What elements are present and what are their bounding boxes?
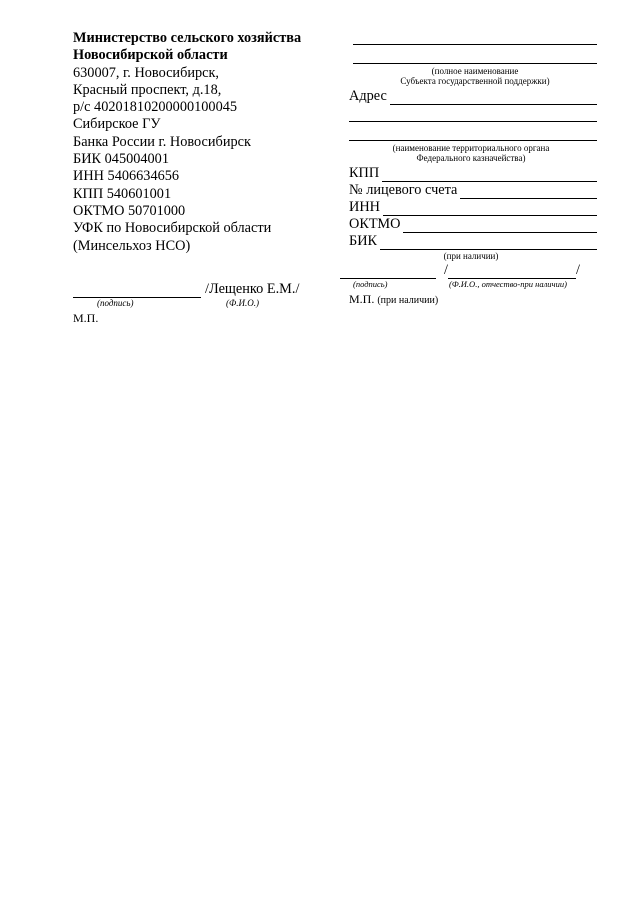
- kpp-label: КПП: [349, 165, 380, 181]
- signature-row: [73, 281, 323, 298]
- caption-fio: (Ф.И.О., отчество-при наличии): [449, 279, 567, 289]
- signature-captions: [73, 298, 323, 309]
- bik-line: БИК 045004001: [73, 151, 169, 168]
- caption-full-name-1: (полное наименование: [431, 66, 519, 76]
- bank-line: Банка России г. Новосибирск: [73, 133, 251, 150]
- inn-row: [349, 199, 597, 216]
- kpp-line: КПП 540601001: [73, 185, 172, 202]
- oktmo-field[interactable]: [403, 219, 597, 233]
- address-row: [349, 88, 597, 105]
- org-name-line-2: Новосибирской области: [73, 47, 228, 64]
- ufk-short-line: (Минсельхоз НСО): [73, 237, 191, 254]
- oktmo-line: ОКТМО 50701000: [73, 202, 186, 219]
- sender-block: [73, 30, 323, 325]
- caption-territorial-2: Федерального казначейства): [416, 153, 526, 163]
- account-field[interactable]: [460, 185, 597, 199]
- right-stamp-label: М.П.: [349, 292, 375, 306]
- ufk-line: УФК по Новосибирской области: [73, 220, 272, 237]
- full-name-field-1[interactable]: [353, 30, 597, 45]
- account-label: № лицевого счета: [349, 182, 458, 198]
- slash-open: /: [444, 262, 448, 278]
- address-line: 630007, г. Новосибирск,: [73, 64, 220, 81]
- address-field[interactable]: [390, 91, 597, 105]
- caption-signature-right: (подпись): [353, 279, 388, 289]
- fio-field[interactable]: [448, 265, 576, 279]
- oktmo-row: [349, 216, 597, 233]
- full-name-field-2[interactable]: [353, 49, 597, 64]
- bank-line: Сибирское ГУ: [73, 116, 161, 133]
- inn-label: ИНН: [349, 199, 380, 215]
- bik-field[interactable]: [380, 236, 597, 250]
- right-signature-row: [340, 262, 599, 279]
- address-line: Красный проспект, д.18,: [73, 81, 222, 98]
- signature-field[interactable]: [73, 284, 201, 298]
- address-field-2[interactable]: [349, 107, 597, 122]
- right-signature-field[interactable]: [340, 265, 436, 279]
- account-row: [349, 182, 597, 199]
- right-signature-captions: [349, 279, 599, 290]
- oktmo-label: ОКТМО: [349, 216, 401, 232]
- kpp-row: [349, 165, 597, 182]
- caption-if-any: (при наличии): [443, 251, 499, 261]
- org-name-line-1: Министерство сельского хозяйства: [73, 30, 302, 46]
- bik-row: [349, 233, 597, 250]
- caption-signature: (подпись): [97, 297, 134, 308]
- right-stamp-row: [349, 292, 599, 308]
- signatory-name: /Лещенко Е.М./: [205, 280, 300, 297]
- stamp-label: М.П.: [73, 310, 99, 325]
- address-label: Адрес: [349, 88, 387, 104]
- bik-label: БИК: [349, 233, 378, 249]
- kpp-field[interactable]: [382, 168, 597, 182]
- inn-line: ИНН 5406634656: [73, 168, 180, 185]
- address-field-3[interactable]: [349, 126, 597, 141]
- caption-name: (Ф.И.О.): [226, 297, 259, 308]
- slash-close: /: [575, 262, 580, 278]
- recipient-block: [349, 30, 599, 308]
- inn-field[interactable]: [383, 202, 597, 216]
- account-line: р/с 40201810200000100045: [73, 99, 238, 116]
- right-stamp-note: (при наличии): [377, 295, 439, 306]
- caption-full-name-2: Субъекта государственной поддержки): [400, 76, 550, 86]
- caption-territorial-1: (наименование территориального органа: [392, 143, 550, 153]
